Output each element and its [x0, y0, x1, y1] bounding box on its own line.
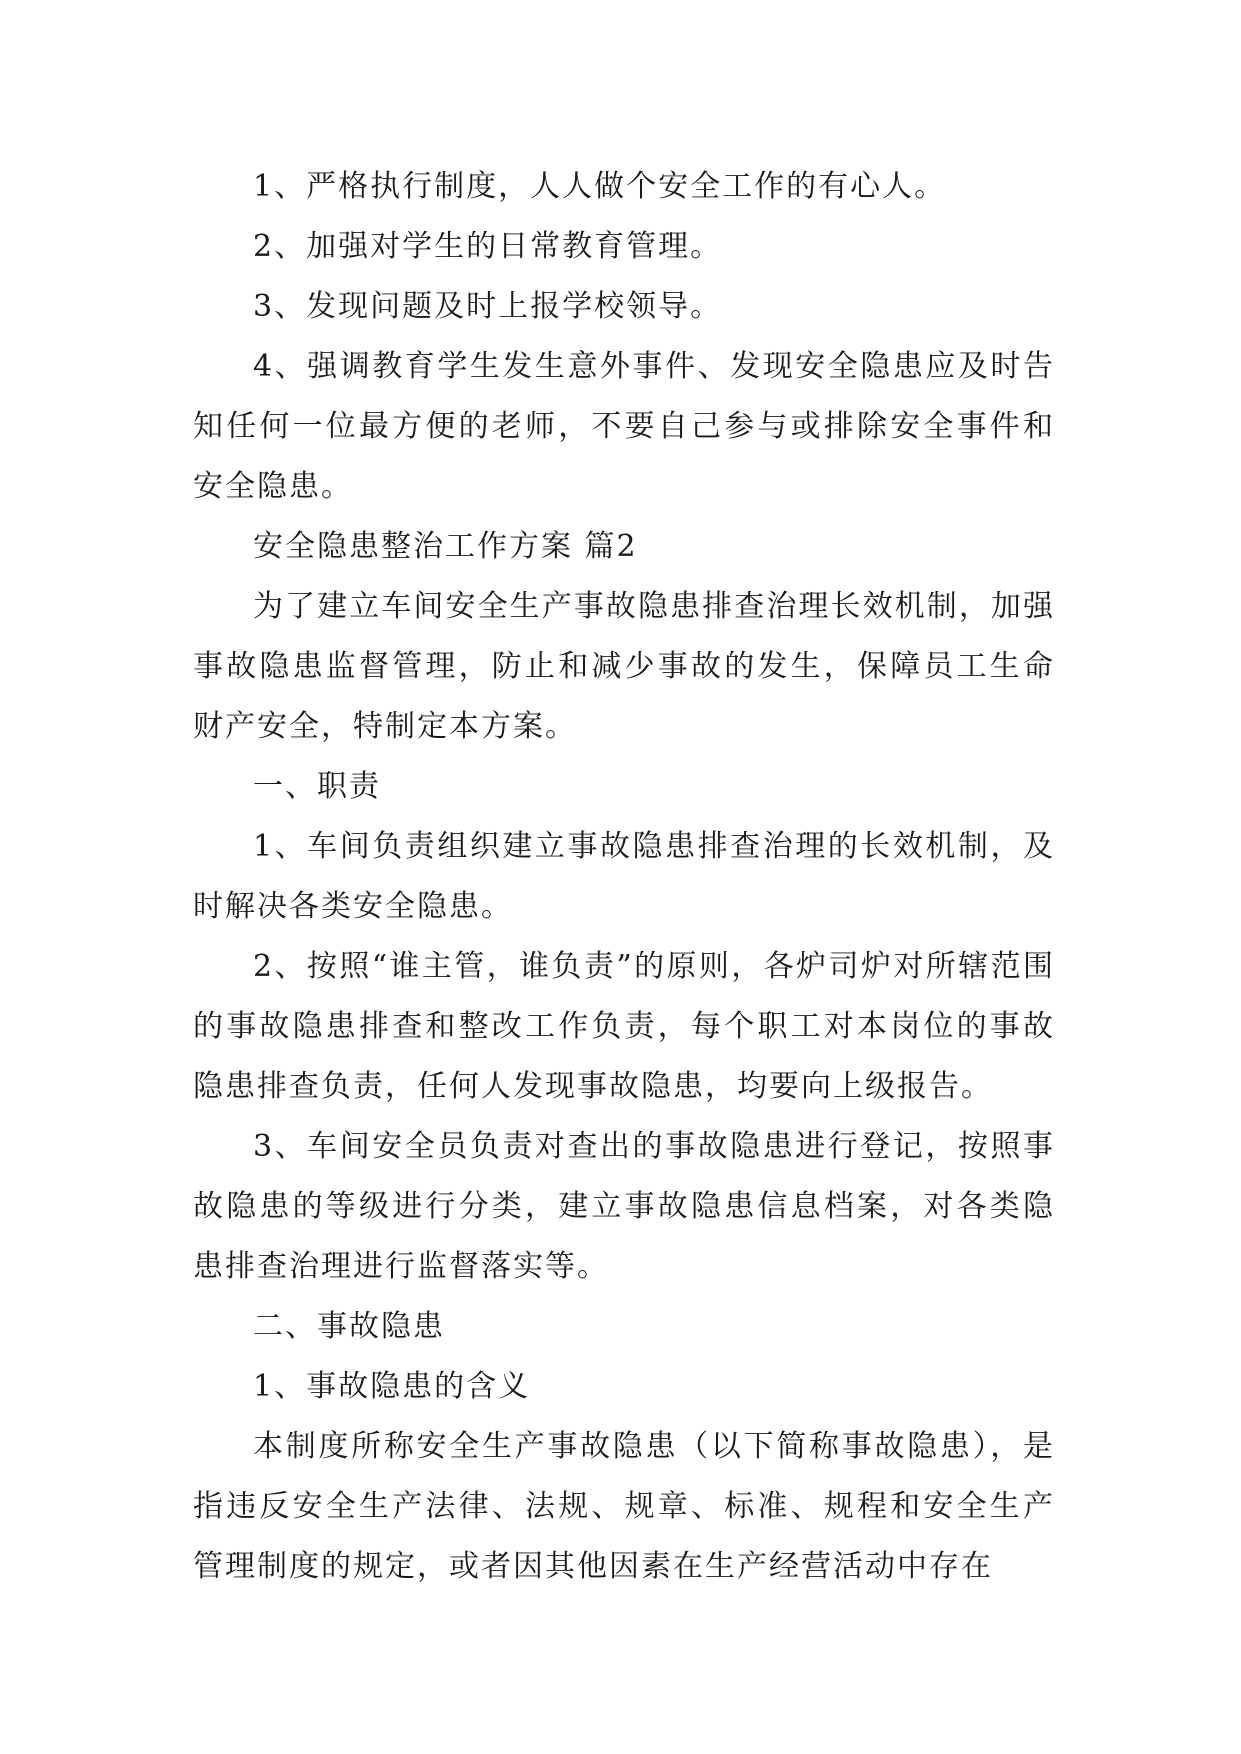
section-heading: 二、事故隐患 [253, 1309, 445, 1344]
section-heading: 安全隐患整治工作方案 篇2 [253, 529, 638, 564]
document-body [193, 157, 1055, 1597]
paragraph: 3、车间安全员负责对查出的事故隐患进行登记，按照事故隐患的等级进行分类，建立事故隐患信息档案，对各类隐患排查治理进行监督落实等。 [193, 1129, 1055, 1284]
paragraph: 3、发现问题及时上报学校领导。 [253, 289, 723, 324]
paragraph: 2、按照“谁主管，谁负责”的原则，各炉司炉对所辖范围的事故隐患排查和整改工作负责，每个职工对本岗位的事故隐患排查负责，任何人发现事故隐患，均要向上级报告。 [193, 949, 1055, 1104]
subsection-heading: 1、事故隐患的含义 [253, 1369, 531, 1404]
paragraph: 为了建立车间安全生产事故隐患排查治理长效机制，加强事故隐患监督管理，防止和减少事故的发生，保障员工生命财产安全，特制定本方案。 [193, 589, 1055, 744]
paragraph: 本制度所称安全生产事故隐患（以下简称事故隐患），是指违反安全生产法律、法规、规章、标准、规程和安全生产管理制度的规定，或者因其他因素在生产经营活动中存在 [193, 1429, 1055, 1584]
paragraph: 1、车间负责组织建立事故隐患排查治理的长效机制，及时解决各类安全隐患。 [193, 829, 1055, 924]
section-heading: 一、职责 [253, 769, 381, 804]
paragraph: 1、严格执行制度，人人做个安全工作的有心人。 [253, 169, 947, 204]
paragraph: 2、加强对学生的日常教育管理。 [253, 229, 723, 264]
paragraph: 4、强调教育学生发生意外事件、发现安全隐患应及时告知任何一位最方便的老师，不要自己参与或排除安全事件和安全隐患。 [193, 349, 1055, 504]
